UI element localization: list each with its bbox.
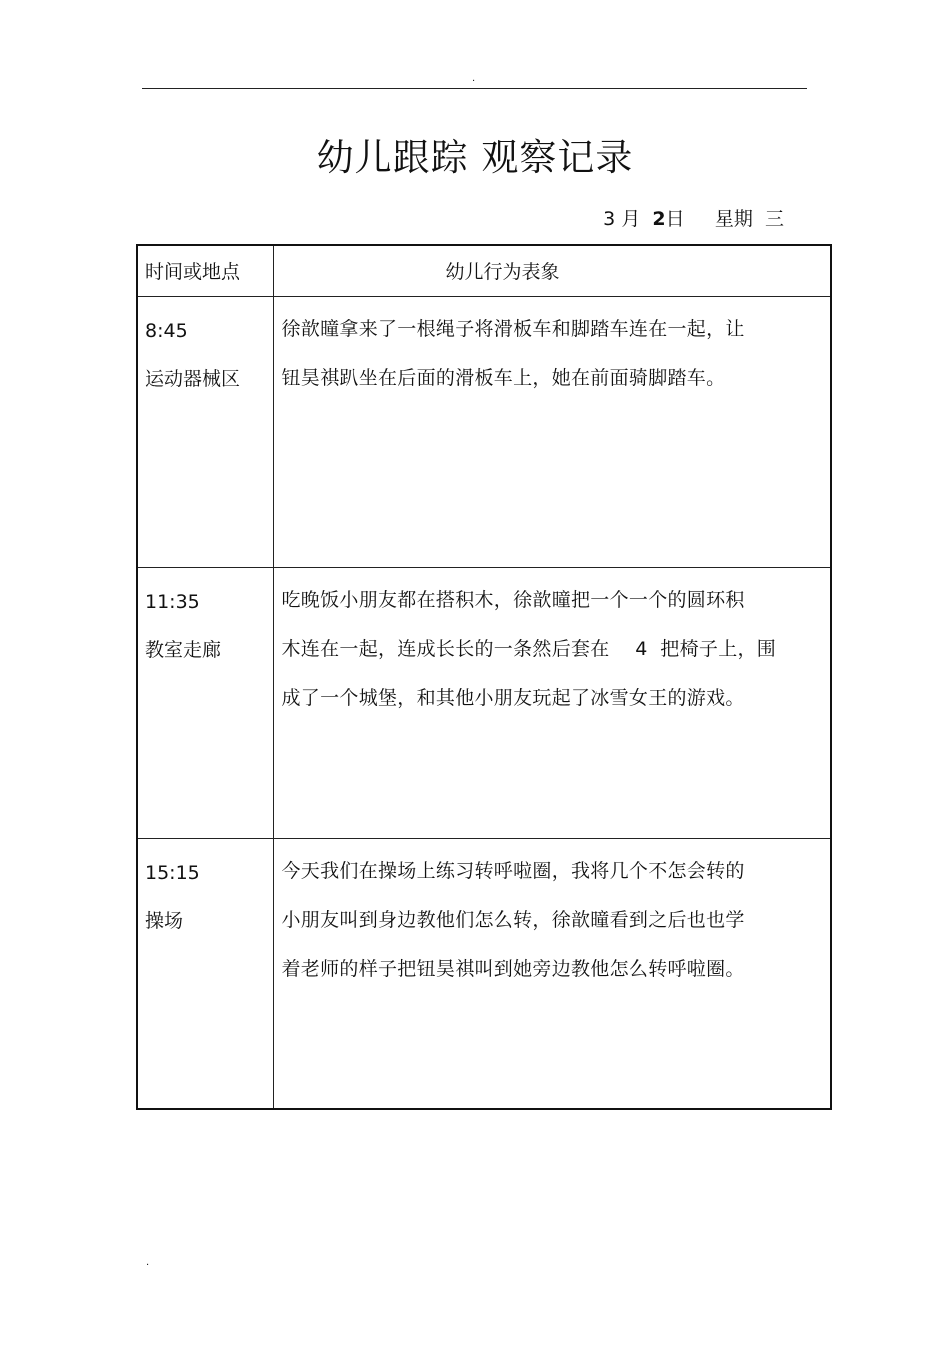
- table-row: [137, 296, 831, 567]
- time-place-cell: [137, 296, 273, 567]
- entry-time: 15:15: [145, 861, 200, 884]
- table-row: [137, 567, 831, 838]
- table-header-row: [137, 245, 831, 296]
- date-month-unit: 月: [621, 208, 641, 230]
- behavior-cell: [273, 567, 831, 838]
- entry-place: 教室走廊: [145, 638, 222, 661]
- entry-place: 操场: [145, 909, 184, 932]
- behavior-line: 小朋友叫到身边教他们怎么转，徐歆曈看到之后也也学: [281, 908, 745, 931]
- behavior-line: 今天我们在操场上练习转呼啦圈，我将几个不怎会转的: [281, 859, 745, 882]
- behavior-line: 木连在一起，连成长长的一条然后套在 4 把椅子上，围: [281, 637, 777, 660]
- behavior-line: 着老师的样子把钮昊祺叫到她旁边教他怎么转呼啦圈。: [281, 957, 745, 980]
- entry-place: 运动器械区: [145, 367, 241, 390]
- page-title: 幼儿跟踪 观察记录: [316, 136, 634, 179]
- date-day-unit: 日: [665, 208, 685, 230]
- date-day: 2: [652, 208, 666, 230]
- behavior-line: 徐歆曈拿来了一根绳子将滑板车和脚踏车连在一起，让: [281, 317, 745, 340]
- behavior-line: 钮昊祺趴坐在后面的滑板车上，她在前面骑脚踏车。: [281, 366, 726, 389]
- header-rule: [142, 88, 807, 89]
- header-dot: .: [472, 73, 476, 84]
- behavior-line: 吃晚饭小朋友都在搭积木，徐歆曈把一个一个的圆环积: [281, 588, 745, 611]
- header-behavior: 幼儿行为表象: [273, 245, 831, 296]
- footer-dot: .: [146, 1257, 150, 1268]
- date-weekday: 三: [764, 208, 784, 230]
- entry-time: 8:45: [145, 319, 188, 342]
- observation-table: [136, 244, 832, 1110]
- time-place-cell: [137, 838, 273, 1109]
- date-weekday-label: 星期: [714, 208, 753, 230]
- header-time-place: 时间或地点: [137, 245, 273, 296]
- behavior-line: 成了一个城堡，和其他小朋友玩起了冰雪女王的游戏。: [281, 686, 745, 709]
- behavior-cell: [273, 296, 831, 567]
- time-place-cell: [137, 567, 273, 838]
- table-row: [137, 838, 831, 1109]
- behavior-cell: [273, 838, 831, 1109]
- date-line: [603, 205, 784, 233]
- date-month: 3: [603, 208, 616, 230]
- entry-time: 11:35: [145, 590, 200, 613]
